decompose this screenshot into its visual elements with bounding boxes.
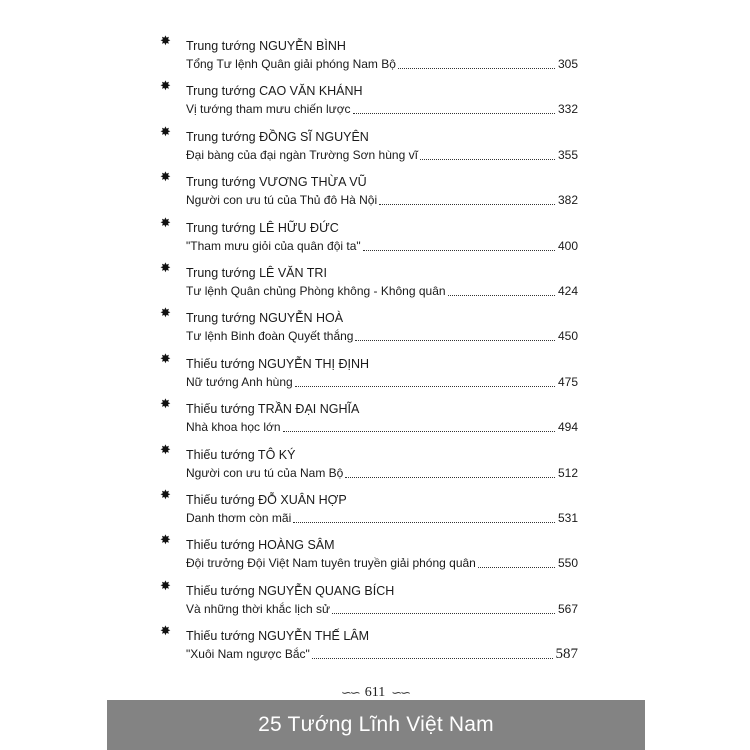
table-of-contents	[158, 36, 584, 671]
dot-leader	[379, 204, 555, 205]
entry-subtitle: Tổng Tư lệnh Quân giải phóng Nam Bộ	[186, 57, 396, 71]
entry-subtitle-row	[186, 193, 578, 208]
toc-entry	[158, 81, 584, 126]
entry-subtitle: Người con ưu tú của Nam Bộ	[186, 465, 344, 480]
entry-subtitle-row	[186, 284, 578, 299]
asterisk-star-icon: ✸	[160, 306, 171, 322]
dot-leader	[363, 250, 555, 251]
toc-entry	[158, 260, 584, 308]
toc-entry	[158, 215, 584, 263]
asterisk-star-icon: ✸	[160, 351, 171, 367]
asterisk-star-icon: ✸	[160, 260, 171, 276]
entry-page-number: 587	[555, 646, 578, 663]
toc-entry	[158, 578, 584, 626]
asterisk-star-icon: ✸	[160, 533, 171, 549]
asterisk-star-icon: ✸	[160, 397, 171, 413]
toc-entry	[158, 124, 584, 172]
entry-title: Trung tướng VƯƠNG THỪA VŨ	[186, 175, 367, 190]
entry-title: Thiếu tướng NGUYỄN QUANG BÍCH	[186, 583, 395, 598]
entry-subtitle-row	[186, 102, 578, 117]
entry-subtitle: Nhà khoa học lớn	[186, 420, 281, 435]
entry-subtitle-row	[186, 148, 578, 163]
entry-page-number: 450	[557, 329, 578, 344]
entry-subtitle: Đại bàng của đại ngàn Trường Sơn hùng vĩ	[186, 147, 418, 162]
asterisk-star-icon: ✸	[160, 578, 171, 594]
entry-subtitle: Danh thơm còn mãi	[186, 510, 292, 525]
entry-title: Trung tướng NGUYỄN BÌNH	[186, 39, 346, 53]
entry-page-number: 305	[557, 57, 578, 71]
entry-title: Trung tướng LÊ VĂN TRI	[186, 265, 327, 280]
entry-title: Thiếu tướng TRẦN ĐẠI NGHĨA	[186, 402, 360, 417]
toc-entry	[158, 351, 584, 399]
dot-leader	[353, 113, 555, 114]
entry-title: Trung tướng ĐỒNG SĨ NGUYÊN	[186, 129, 369, 144]
asterisk-star-icon: ✸	[160, 442, 171, 458]
dot-leader	[332, 613, 555, 614]
entry-subtitle: Tư lệnh Binh đoàn Quyết thắng	[186, 329, 354, 344]
entry-title: Trung tướng LÊ HỮU ĐỨC	[186, 220, 339, 235]
dot-leader	[312, 658, 553, 659]
scroll-flourish-icon: ∽∽	[391, 685, 410, 700]
entry-title: Thiếu tướng NGUYỄN THẾ LÂM	[186, 629, 370, 644]
toc-entry	[158, 308, 584, 353]
entry-subtitle-row	[186, 556, 578, 571]
scroll-flourish-icon: ∽∽	[340, 685, 359, 700]
entry-subtitle: "Xuôi Nam ngược Bắc"	[186, 647, 310, 662]
dot-leader	[355, 340, 554, 341]
asterisk-star-icon: ✸	[160, 215, 171, 231]
entry-subtitle: Đội trưởng Đội Việt Nam tuyên truyền giải phóng quân	[186, 556, 476, 571]
asterisk-star-icon: ✸	[160, 79, 171, 95]
entry-title: Thiếu tướng ĐỖ XUÂN HỢP	[186, 492, 347, 507]
dot-leader	[398, 68, 555, 69]
asterisk-star-icon: ✸	[160, 170, 171, 186]
toc-entry	[158, 535, 584, 580]
toc-entry	[158, 487, 584, 535]
asterisk-star-icon: ✸	[160, 487, 171, 503]
dot-leader	[283, 431, 555, 432]
dot-leader	[420, 159, 555, 160]
entry-subtitle: Nữ tướng Anh hùng	[186, 374, 293, 389]
entry-page-number: 531	[557, 510, 578, 525]
entry-subtitle: Và những thời khắc lịch sử	[186, 601, 331, 616]
entry-subtitle-row	[186, 602, 578, 617]
entry-subtitle-row	[186, 511, 578, 526]
entry-title: Trung tướng NGUYỄN HOÀ	[186, 311, 344, 326]
entry-subtitle-row	[186, 466, 578, 481]
toc-entry	[158, 442, 584, 490]
asterisk-star-icon: ✸	[160, 34, 171, 49]
entry-subtitle-row	[186, 329, 578, 344]
title-banner	[107, 700, 645, 750]
entry-subtitle: Tư lệnh Quân chủng Phòng không - Không quân	[186, 283, 446, 298]
entry-title: Thiếu tướng TÔ KÝ	[186, 447, 296, 462]
entry-page-number: 512	[557, 465, 578, 480]
dot-leader	[293, 522, 555, 523]
entry-subtitle-row	[186, 420, 578, 435]
toc-entry	[158, 36, 584, 81]
dot-leader	[448, 295, 555, 296]
entry-subtitle: "Tham mưu giỏi của quân đội ta"	[186, 238, 361, 253]
asterisk-star-icon: ✸	[160, 124, 171, 140]
entry-page-number: 494	[557, 420, 578, 435]
entry-subtitle: Vị tướng tham mưu chiến lược	[186, 102, 351, 117]
entry-page-number: 355	[557, 147, 578, 162]
entry-page-number: 567	[557, 601, 578, 616]
page-number: 611	[364, 685, 386, 700]
dot-leader	[295, 386, 555, 387]
entry-page-number: 550	[557, 556, 578, 571]
toc-entry	[158, 399, 584, 444]
entry-title: Thiếu tướng HOÀNG SÂM	[186, 538, 335, 553]
entry-title: Thiếu tướng NGUYỄN THỊ ĐỊNH	[186, 356, 370, 371]
entry-page-number: 400	[557, 238, 578, 253]
entry-page-number: 475	[557, 374, 578, 389]
entry-page-number: 424	[557, 283, 578, 298]
entry-subtitle-row	[186, 57, 578, 72]
entry-page-number: 332	[557, 102, 578, 117]
entry-title: Trung tướng CAO VĂN KHÁNH	[186, 84, 363, 99]
toc-entry	[158, 172, 584, 217]
entry-subtitle-row	[186, 647, 578, 662]
dot-leader	[478, 567, 555, 568]
entry-subtitle: Người con ưu tú của Thủ đô Hà Nội	[186, 193, 378, 208]
toc-entry	[158, 626, 584, 671]
entry-subtitle-row	[186, 239, 578, 254]
entry-subtitle-row	[186, 375, 578, 390]
banner-title: 25 Tướng Lĩnh Việt Nam	[258, 713, 494, 736]
entry-page-number: 382	[557, 193, 578, 208]
dot-leader	[345, 477, 555, 478]
asterisk-star-icon: ✸	[160, 624, 171, 640]
